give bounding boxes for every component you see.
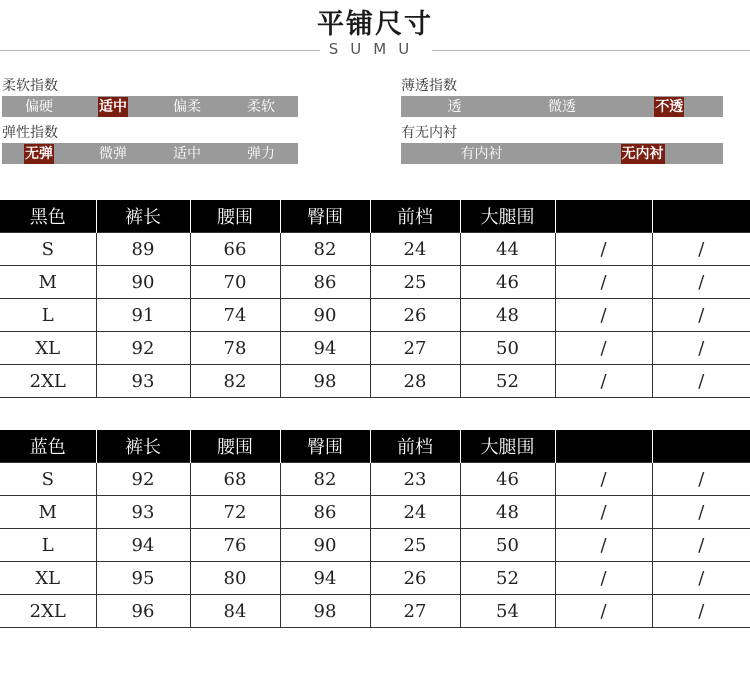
measurement-cell: 44 [460,233,555,266]
measurement-cell: 26 [370,562,460,595]
measurement-cell: 28 [370,365,460,398]
size-cell: M [0,496,96,529]
table-row [0,332,750,365]
measurement-cell: 68 [190,463,280,496]
elasticity-option [2,143,76,164]
transparency-option [401,96,508,117]
elasticity-option-label: 微弹 [99,145,127,162]
elasticity-bar [2,143,298,164]
measurement-cell: 27 [370,332,460,365]
elasticity-option-label: 弹力 [247,145,275,162]
measurement-cell: 46 [460,463,555,496]
measurement-cell: / [652,365,750,398]
measurement-cell: / [652,332,750,365]
measurement-cell: / [555,529,652,562]
measurement-cell: 78 [190,332,280,365]
elasticity-label: 弹性指数 [2,125,58,141]
softness-option-label: 适中 [99,98,127,115]
column-header: 腰围 [190,430,280,463]
measurement-cell: 54 [460,595,555,628]
softness-label: 柔软指数 [2,78,58,94]
measurement-cell: / [555,266,652,299]
measurement-cell: / [652,299,750,332]
measurement-cell: 70 [190,266,280,299]
measurement-cell: 86 [280,496,370,529]
elasticity-option-label: 适中 [173,145,201,162]
measurement-cell: 48 [460,299,555,332]
table-row [0,299,750,332]
elasticity-option-label: 无弹 [25,145,53,162]
measurement-cell: 50 [460,529,555,562]
column-header: 前档 [370,430,460,463]
table-row [0,595,750,628]
measurement-cell: 91 [96,299,190,332]
measurement-cell: 80 [190,562,280,595]
table-row [0,496,750,529]
measurement-cell: 92 [96,332,190,365]
column-header [652,200,750,233]
lining-option-label: 有内衬 [460,145,503,162]
measurement-cell: 72 [190,496,280,529]
softness-option [224,96,298,117]
measurement-cell: 24 [370,233,460,266]
transparency-label: 薄透指数 [401,78,457,94]
column-header [555,430,652,463]
measurement-cell: 25 [370,529,460,562]
elasticity-option [76,143,150,164]
softness-option-label: 柔软 [247,98,275,115]
measurement-cell: / [555,332,652,365]
softness-option [2,96,76,117]
elasticity-option [150,143,224,164]
measurement-cell: 26 [370,299,460,332]
column-header: 大腿围 [460,430,555,463]
size-cell: L [0,299,96,332]
measurement-cell: 86 [280,266,370,299]
table-row [0,233,750,266]
measurement-cell: 95 [96,562,190,595]
softness-option [150,96,224,117]
measurement-cell: 90 [280,529,370,562]
lining-option [562,143,723,164]
column-header: 黑色 [0,200,96,233]
measurement-cell: 66 [190,233,280,266]
measurement-cell: 48 [460,496,555,529]
measurement-cell: / [652,529,750,562]
measurement-cell: / [555,233,652,266]
size-cell: 2XL [0,595,96,628]
measurement-cell: / [555,365,652,398]
measurement-cell: 52 [460,365,555,398]
measurement-cell: 82 [190,365,280,398]
column-header [652,430,750,463]
size-table-black [0,200,750,398]
measurement-cell: 82 [280,233,370,266]
measurement-cell: / [555,299,652,332]
softness-bar [2,96,298,117]
lining-option-label: 无内衬 [621,145,664,162]
measurement-cell: 84 [190,595,280,628]
size-cell: M [0,266,96,299]
measurement-cell: 93 [96,496,190,529]
size-cell: XL [0,562,96,595]
transparency-option-label: 微透 [547,98,576,115]
measurement-cell: 52 [460,562,555,595]
lining-label: 有无内衬 [401,125,457,141]
size-cell: L [0,529,96,562]
size-cell: S [0,233,96,266]
measurement-cell: 92 [96,463,190,496]
measurement-cell: 76 [190,529,280,562]
subtitle-divider-left [0,50,320,51]
measurement-cell: / [652,463,750,496]
elasticity-option [224,143,298,164]
measurement-cell: 90 [96,266,190,299]
measurement-cell: 46 [460,266,555,299]
table-row [0,266,750,299]
measurement-cell: 74 [190,299,280,332]
size-cell: XL [0,332,96,365]
lining-bar [401,143,723,164]
measurement-cell: 94 [280,332,370,365]
measurement-cell: / [652,233,750,266]
measurement-cell: 90 [280,299,370,332]
measurement-cell: 27 [370,595,460,628]
measurement-cell: 96 [96,595,190,628]
measurement-cell: 98 [280,365,370,398]
size-cell: 2XL [0,365,96,398]
table-row [0,562,750,595]
measurement-cell: / [652,266,750,299]
table-row [0,529,750,562]
measurement-cell: 94 [280,562,370,595]
measurement-cell: / [555,463,652,496]
measurement-cell: 50 [460,332,555,365]
column-header [555,200,652,233]
size-cell: S [0,463,96,496]
measurement-cell: 25 [370,266,460,299]
column-header: 臀围 [280,430,370,463]
measurement-cell: / [555,595,652,628]
measurement-cell: 82 [280,463,370,496]
page-title: 平铺尺寸 [317,9,433,40]
column-header: 腰围 [190,200,280,233]
measurement-cell: 24 [370,496,460,529]
table-row [0,463,750,496]
measurement-cell: / [555,496,652,529]
column-header: 蓝色 [0,430,96,463]
column-header: 大腿围 [460,200,555,233]
transparency-option [508,96,615,117]
measurement-cell: 93 [96,365,190,398]
measurement-cell: 89 [96,233,190,266]
transparency-option-label: 透 [447,98,462,115]
measurement-cell: / [652,562,750,595]
softness-option [76,96,150,117]
measurement-cell: 98 [280,595,370,628]
subtitle-divider-right [432,50,750,51]
measurement-cell: / [652,496,750,529]
measurement-cell: / [652,595,750,628]
column-header: 裤长 [96,200,190,233]
table-row [0,365,750,398]
measurement-cell: 23 [370,463,460,496]
transparency-option-label: 不透 [655,98,684,115]
column-header: 前档 [370,200,460,233]
measurement-cell: / [555,562,652,595]
transparency-bar [401,96,723,117]
column-header: 裤长 [96,430,190,463]
size-table-blue [0,430,750,628]
softness-option-label: 偏柔 [173,98,201,115]
measurement-cell: 94 [96,529,190,562]
lining-option [401,143,562,164]
brand-subtitle: SUMU [328,40,422,58]
transparency-option [616,96,723,117]
softness-option-label: 偏硬 [25,98,53,115]
column-header: 臀围 [280,200,370,233]
